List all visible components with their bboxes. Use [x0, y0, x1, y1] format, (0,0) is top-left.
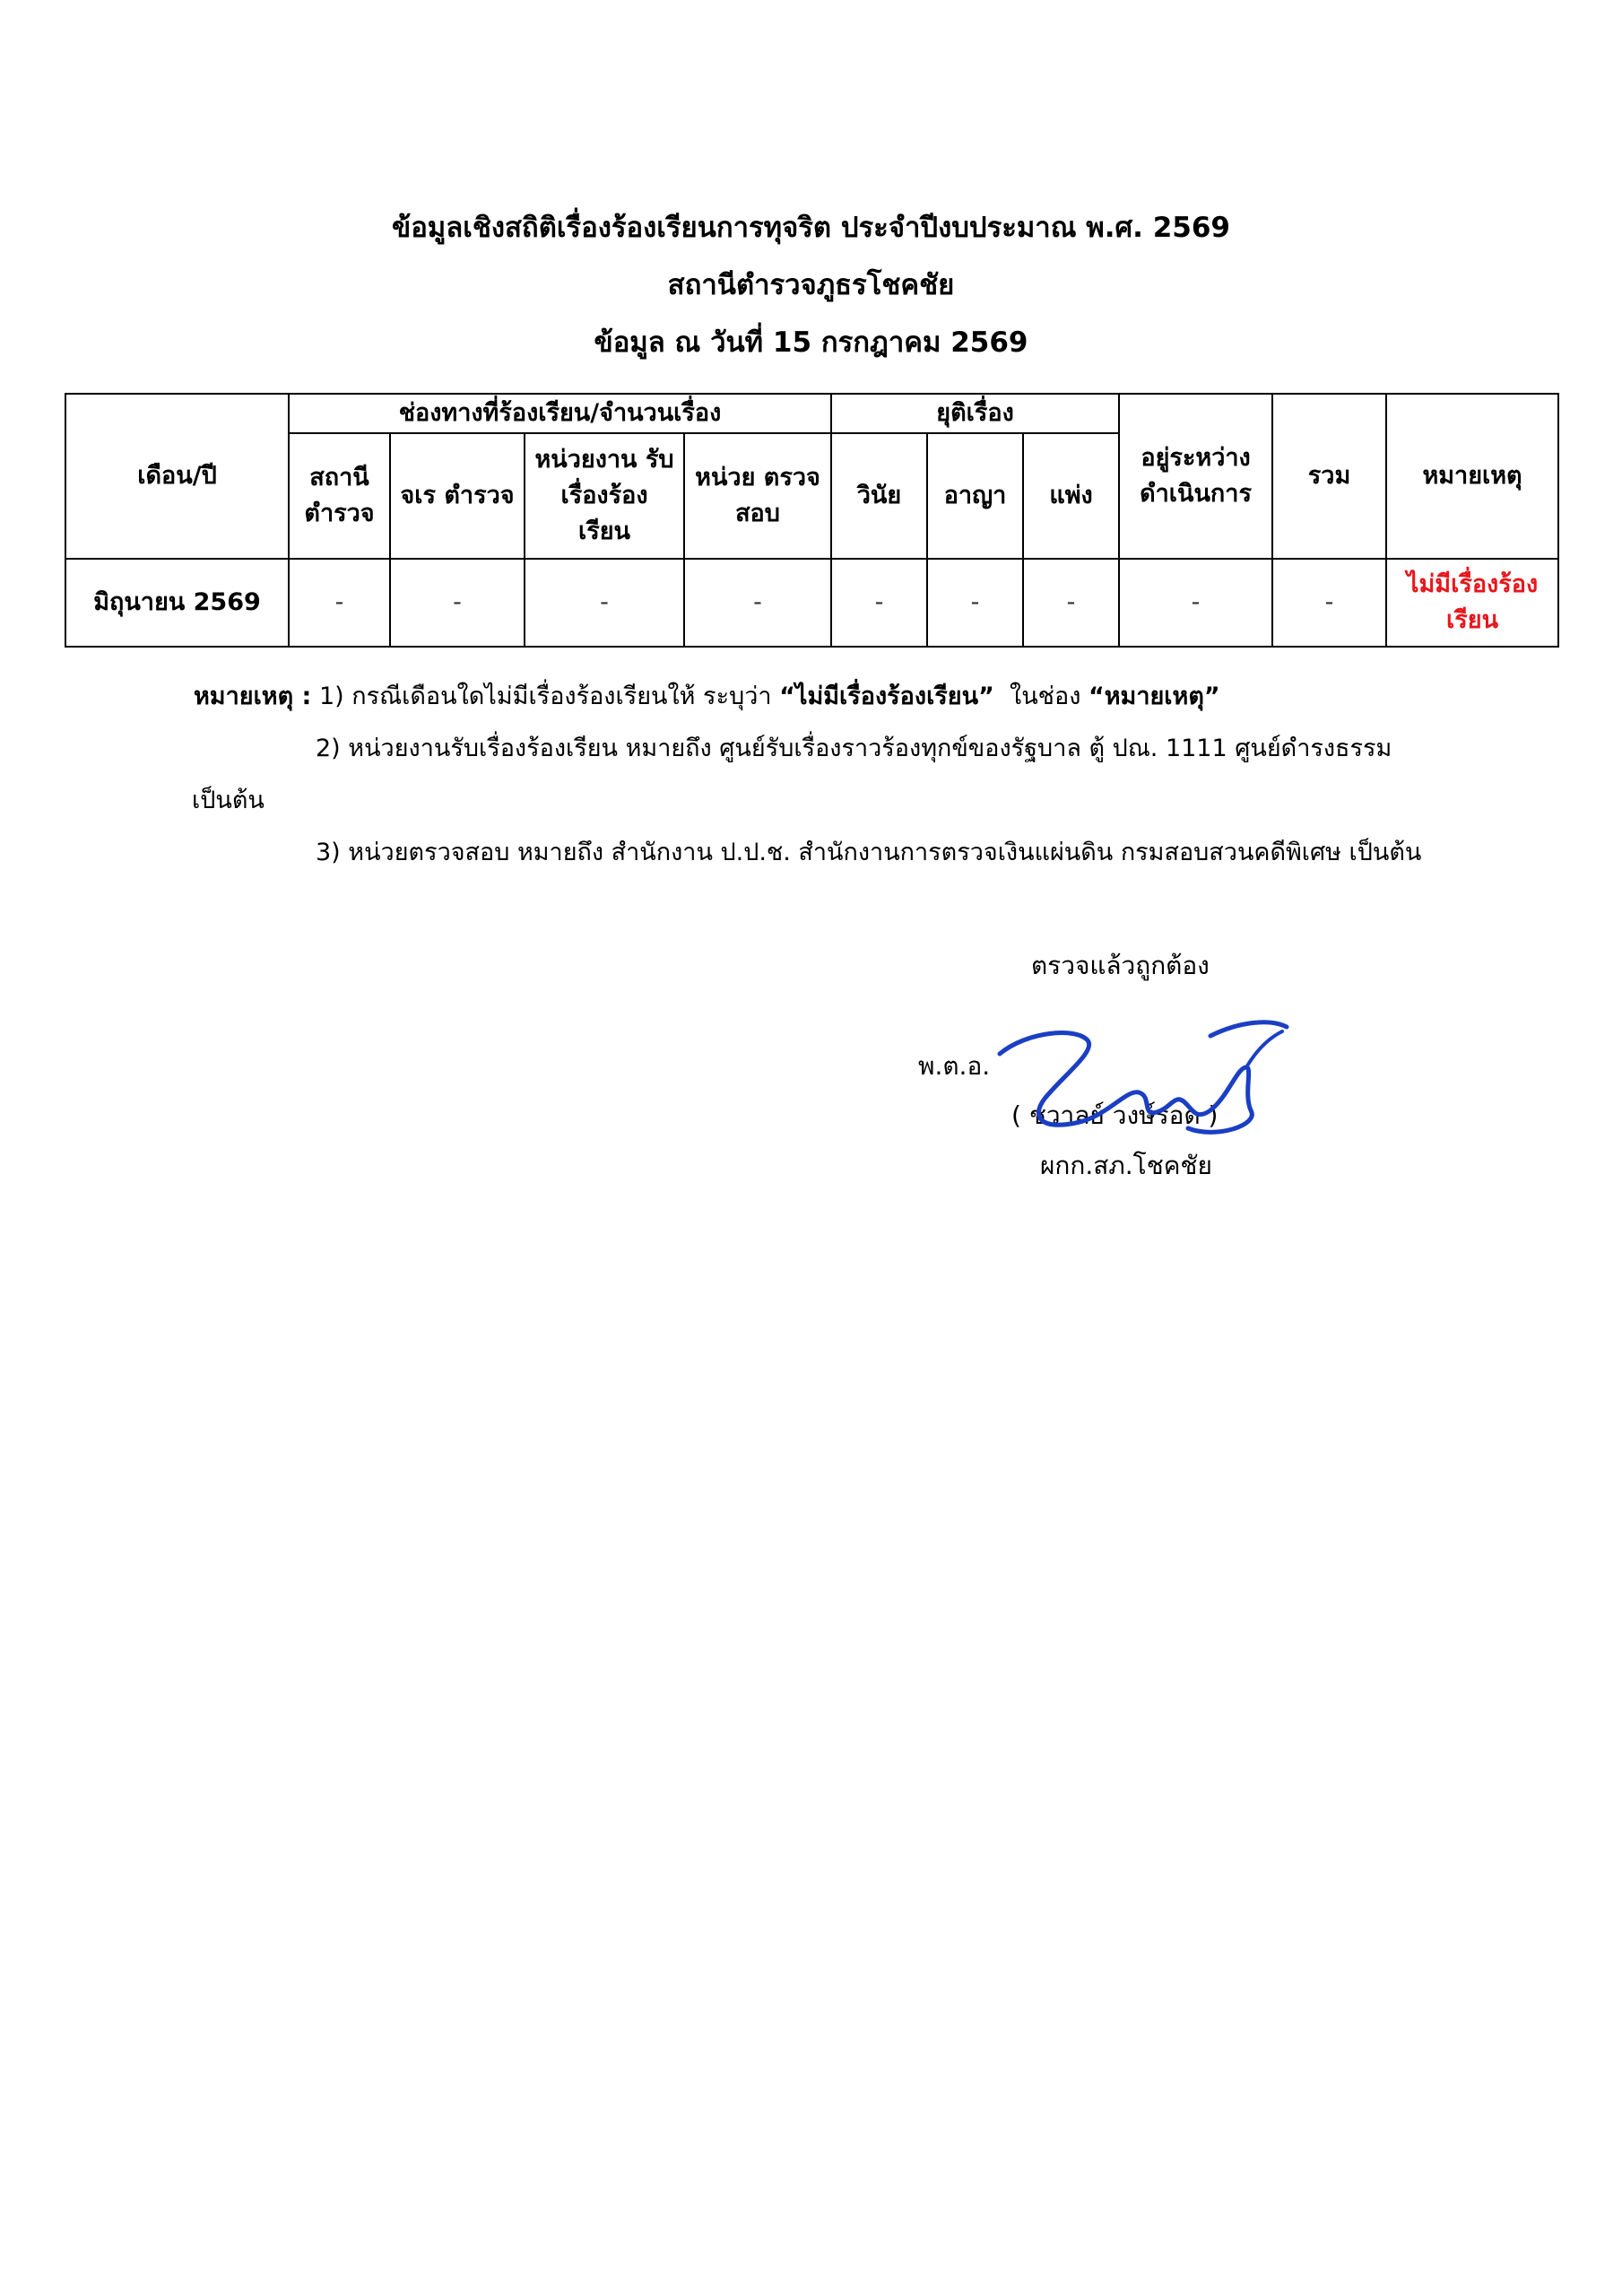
cell-criminal: -: [927, 559, 1023, 647]
header-remark: หมายเหตุ: [1386, 394, 1558, 559]
cell-police-station: -: [289, 559, 390, 647]
cell-receiving-unit: -: [525, 559, 684, 647]
header-police-inspector: จเร ตำรวจ: [390, 433, 525, 559]
header-discipline: วินัย: [831, 433, 927, 559]
cell-civil: -: [1023, 559, 1119, 647]
cell-inspection-unit: -: [684, 559, 831, 647]
header-month-year: เดือน/ปี: [65, 394, 289, 559]
notes-section: [194, 671, 1467, 879]
note-1: [194, 671, 1467, 723]
complaint-statistics-table: [65, 393, 1559, 648]
signer-name: ( ชวาลย์ วงษ์รอด ): [1011, 1100, 1219, 1130]
cell-remark: ไม่มีเรื่องร้อง เรียน: [1386, 559, 1558, 647]
header-in-progress: อยู่ระหว่าง ดำเนินการ: [1119, 394, 1272, 559]
note-1-quote-no-complaint: “ไม่มีเรื่องร้องเรียน”: [779, 683, 994, 710]
document-header: [0, 199, 1622, 371]
document-title: ข้อมูลเชิงสถิติเรื่องร้องเรียนการทุจริต ประจำปีงบประมาณ พ.ศ. 2569: [392, 212, 1230, 244]
note-2-line-1: 2) หน่วยงานรับเรื่องร้องเรียน หมายถึง ศูนย์รับเรื่องราวร้องทุกข์ของรัฐบาล ตู้ ปณ. 1111 ศูนย์ดำรงธรรม: [316, 735, 1392, 762]
header-complaint-channels: ช่องทางที่ร้องเรียน/จำนวนเรื่อง: [289, 394, 831, 433]
note-3: 3) หน่วยตรวจสอบ หมายถึง สำนักงาน ป.ป.ช. สำนักงานการตรวจเงินแผ่นดิน กรมสอบสวนคดีพิเศษ เป็นต้น: [316, 839, 1422, 866]
note-2-line-2: เป็นต้น: [192, 787, 265, 814]
station-name: สถานีตำรวจภูธรโชคชัย: [667, 269, 955, 301]
note-1-prefix: 1) กรณีเดือนใดไม่มีเรื่องร้องเรียนให้ ระบุว่า: [318, 683, 772, 710]
note-1-mid: ในช่อง: [1010, 683, 1081, 710]
cell-month: มิถุนายน 2569: [65, 559, 289, 647]
cell-in-progress: -: [1119, 559, 1272, 647]
cell-police-inspector: -: [390, 559, 525, 647]
header-inspection-unit: หน่วย ตรวจสอบ: [684, 433, 831, 559]
header-criminal: อาญา: [927, 433, 1023, 559]
data-date: ข้อมูล ณ วันที่ 15 กรกฎาคม 2569: [594, 326, 1028, 359]
header-police-station: สถานี ตำรวจ: [289, 433, 390, 559]
verified-label: ตรวจแล้วถูกต้อง: [1031, 951, 1210, 980]
cell-discipline: -: [831, 559, 927, 647]
header-resolved: ยุติเรื่อง: [831, 394, 1119, 433]
header-civil: แพ่ง: [1023, 433, 1119, 559]
cell-total: -: [1272, 559, 1386, 647]
handwritten-signature: [991, 1004, 1296, 1139]
notes-label: หมายเหตุ :: [194, 683, 312, 710]
table-row: [65, 559, 1558, 647]
note-1-quote-remark: “หมายเหตุ”: [1088, 683, 1220, 710]
signer-rank: พ.ต.อ.: [918, 1051, 991, 1081]
header-receiving-unit: หน่วยงาน รับเรื่องร้อง เรียน: [525, 433, 684, 559]
header-total: รวม: [1272, 394, 1386, 559]
signer-position: ผกก.สภ.โชคชัย: [1040, 1151, 1212, 1180]
